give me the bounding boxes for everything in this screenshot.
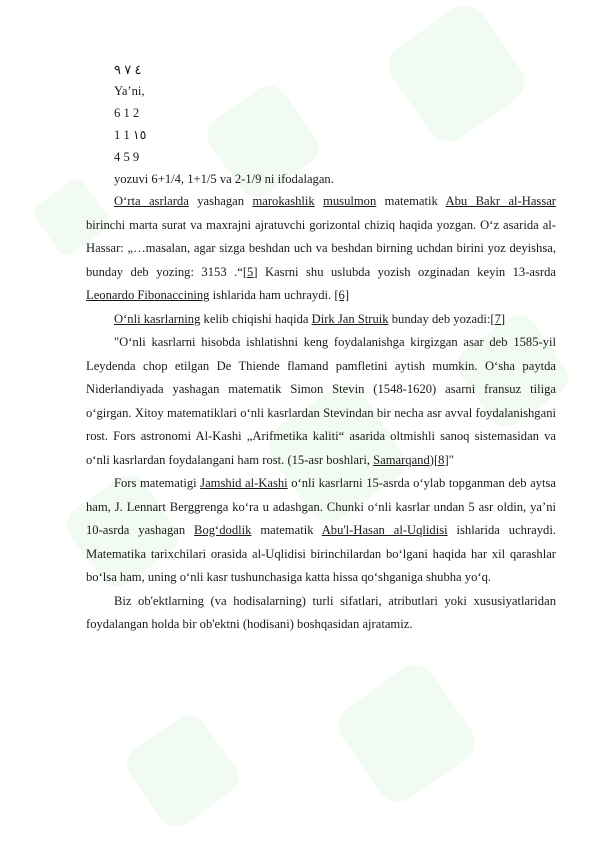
text xyxy=(315,194,323,208)
fraction-tail: yozuvi 6+1/4, 1+1/5 va 2-1/9 ni ifodalagan. xyxy=(114,172,334,186)
paragraph-quote xyxy=(86,331,556,472)
text: o‘nli kasrlarni 15-asrda o‘ylab topganman deb aytsa ham, J. Lennart Berggrenga ko‘ra u adashgan. Chunki o‘nli kasrlar undan 5 asr oldin, ya’ni 10-asrda yashagan xyxy=(86,476,556,537)
text: ishlarida uchraydi. Matematika tarixchilari orasida al-Uqlidisi birinchilardan bo‘lgani haqida har xil qarashlar bo‘lsa ham, uning o‘nli kasr tushunchasiga katta hissa qo‘shganiga shubha yo‘q. xyxy=(86,523,557,584)
text: Kasrni shu uslubda yozish ozginadan keyin 13-asrda xyxy=(257,264,556,279)
fraction-example xyxy=(86,80,556,190)
fraction-intro: Ya’ni, xyxy=(114,84,145,98)
link-musulmon[interactable]: musulmon xyxy=(323,194,377,208)
fraction-row-3: 4 5 9 xyxy=(114,150,140,164)
text: Biz ob'ektlarning (va hodisalarning) turli sifatlari, atributlari yoki xususiyatlaridan foydalangan holda bir ob'ektni (hodisani) boshqasidan ajratamiz. xyxy=(86,593,556,631)
fraction-row-2: 1 1 ١٥ xyxy=(114,128,147,142)
paragraph-objects xyxy=(86,590,556,637)
footnote-6[interactable]: [6] xyxy=(334,288,350,302)
link-al-uqlidisi[interactable]: Abu'l-Hasan al-Uqlidisi xyxy=(321,523,448,537)
text: birinchi marta surat va maxrajni ajratuvchi gorizontal chiziq haqida yozgan. O‘z asarida al-Hassar: „…masalan, agar sizga beshdan uch va beshdan birning uchdan birini yoz deyishsa, bunday deb yozing: 3153 .“ xyxy=(86,217,556,279)
link-jamshid-al-kashi[interactable]: Jamshid al-Kashi xyxy=(200,476,288,490)
text: matematik xyxy=(376,194,446,208)
text: " xyxy=(448,452,454,467)
text: "O‘nli kasrlarni hisobda ishlatishni keng foydalanishga kirgizgan asar deb 1585-yil Leydenda chop etilgan De Thiende flamand pamfletini aytish mumkin. O‘sha paytda Niderlandiyada yashagan matematik Simon Stevin (1548-1620) asarni fransuz tiliga o‘girgan. Xitoy matematiklari o‘nli kasrlardan Stevindan bir necha asr avval foydalanishgani rost. Fors astronomi Al-Kashi „Arifmetika kaliti“ asarida oltmishli sanoq sistemasidan va o‘nli kasrlardan foydalangani ham rost. (15-asr boshlari, xyxy=(86,335,556,467)
top-glyphs: ٤ ٧ ٩ xyxy=(114,62,142,77)
paragraph-al-hassar xyxy=(86,190,556,308)
footnote-5[interactable]: [5] xyxy=(242,264,258,279)
link-abu-bakr-al-hassar[interactable]: Abu Bakr al-Hassar xyxy=(445,194,556,208)
footnote-7[interactable]: [7] xyxy=(490,311,506,326)
link-onli-kasrlarning[interactable]: O‘nli kasrlarning xyxy=(114,311,201,326)
link-orta-asrlarda[interactable]: O‘rta asrlarda xyxy=(114,194,189,208)
link-marokashlik[interactable]: marokashlik xyxy=(252,194,315,208)
footnote-8[interactable]: [8] xyxy=(433,452,449,467)
text: ishlarida ham uchraydi. xyxy=(209,288,335,302)
text: kelib chiqishi haqida xyxy=(200,311,312,326)
document-page xyxy=(86,58,556,637)
text: yashagan xyxy=(188,194,253,208)
paragraph-al-kashi xyxy=(86,472,556,590)
fraction-row-1: 6 1 2 xyxy=(114,106,140,120)
link-bogdodlik[interactable]: Bog‘dodlik xyxy=(194,523,252,537)
link-dirk-jan-struik[interactable]: Dirk Jan Struik xyxy=(311,311,389,326)
link-leonardo-fibonacci[interactable]: Leonardo Fibonaccining xyxy=(86,288,210,302)
text: ) xyxy=(429,452,434,467)
text: Fors matematigi xyxy=(114,476,201,490)
text: bunday deb yozadi: xyxy=(388,311,491,326)
paragraph-struik-intro xyxy=(86,308,556,332)
text: matematik xyxy=(251,523,322,537)
link-samarqand[interactable]: Samarqand xyxy=(373,452,430,467)
